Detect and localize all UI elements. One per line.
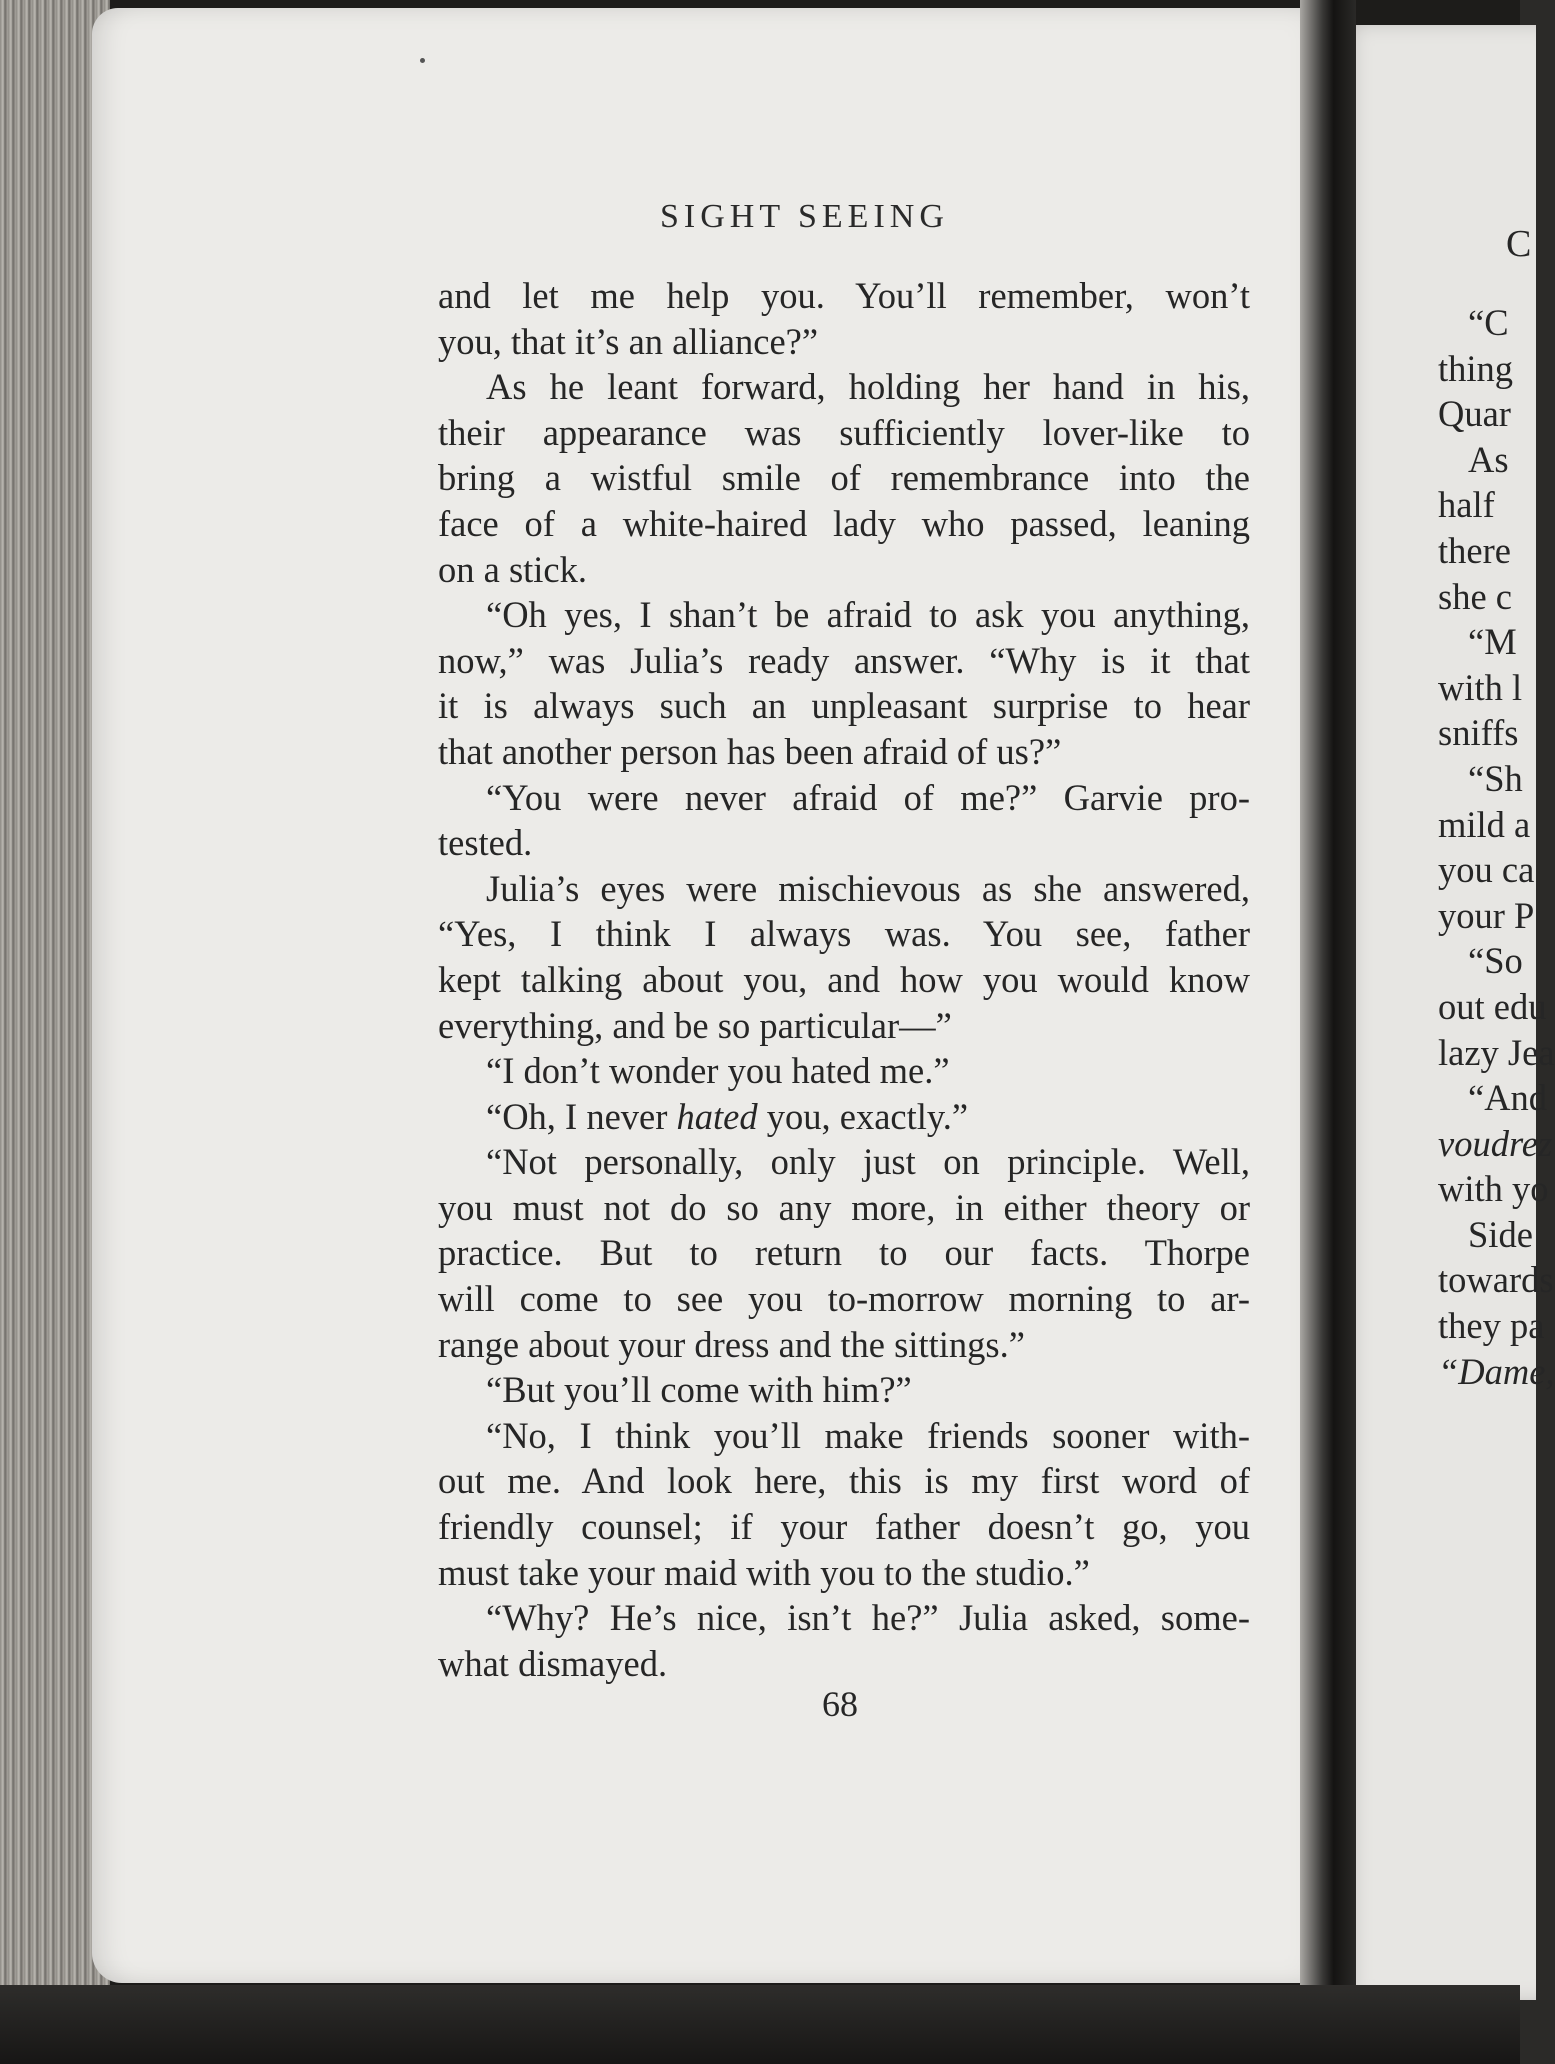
text-line: and let me help you. You’ll remember, won’t	[438, 275, 1250, 316]
text-line: face of a white-haired lady who passed, leaning	[438, 502, 1250, 544]
text-line-italic	[438, 1094, 1250, 1140]
right-fragment: “So	[1468, 940, 1523, 982]
right-fragment: “Sh	[1468, 757, 1523, 799]
right-fragment: she c	[1438, 575, 1512, 617]
text-line: tested.	[438, 822, 533, 864]
text-line: out me. And look here, this is my first word of	[438, 1460, 1250, 1502]
bottom-shadow	[0, 1985, 1520, 2064]
running-head: SIGHT SEEING	[660, 198, 949, 235]
text-segment: “Oh, I never	[486, 1095, 677, 1137]
right-fragment: you ca	[1438, 849, 1535, 891]
text-line: “Oh yes, I shan’t be afraid to ask you anything,	[486, 594, 1250, 636]
text-line: you must not do so any more, in either theory or	[438, 1186, 1250, 1228]
text-line: their appearance was sufficiently lover-like to	[438, 411, 1250, 453]
right-fragment: they pa	[1438, 1305, 1545, 1347]
text-line: everything, and be so particular—”	[438, 1004, 952, 1046]
text-line: “No, I think you’ll make friends sooner with-	[486, 1414, 1250, 1456]
right-fragment: Side	[1468, 1213, 1533, 1255]
text-line: As he leant forward, holding her hand in his,	[486, 366, 1250, 408]
right-fragment: thing	[1438, 347, 1514, 389]
right-fragment: “And	[1468, 1077, 1548, 1119]
right-fragment: out edu	[1438, 985, 1547, 1027]
right-fragment: Quar	[1438, 393, 1511, 435]
text-line: “I don’t wonder you hated me.”	[486, 1050, 950, 1092]
text-line: “You were never afraid of me?” Garvie pro-	[486, 776, 1250, 818]
text-line: “But you’ll come with him?”	[486, 1369, 912, 1411]
right-fragment: voudrez	[1438, 1122, 1553, 1164]
right-fragment: with yo	[1438, 1168, 1549, 1210]
text-line: will come to see you to-morrow morning to ar-	[438, 1278, 1250, 1320]
right-fragment: half	[1438, 484, 1495, 526]
right-page-text	[1438, 300, 1555, 1394]
text-line: friendly counsel; if your father doesn’t go, you	[438, 1506, 1250, 1548]
dust-speck	[420, 58, 425, 63]
right-fragment: towards	[1438, 1259, 1554, 1301]
text-line: practice. But to return to our facts. Thorpe	[438, 1232, 1250, 1274]
text-line: it is always such an unpleasant surprise to hear	[438, 685, 1250, 727]
right-fragment: your P	[1438, 894, 1535, 936]
text-line: “Why? He’s nice, isn’t he?” Julia asked, some-	[486, 1597, 1250, 1639]
right-fragment: there	[1438, 529, 1511, 571]
text-line: Julia’s eyes were mischievous as she answered,	[486, 867, 1250, 909]
text-line: “Not personally, only just on principle. Well,	[486, 1141, 1250, 1183]
right-page-corner-glyph: C	[1506, 223, 1532, 265]
text-line: kept talking about you, and how you would know	[438, 958, 1250, 1000]
right-fragment: sniffs	[1438, 712, 1519, 754]
text-line: what dismayed.	[438, 1642, 668, 1684]
right-fragment: with l	[1438, 666, 1523, 708]
right-fragment: “C	[1468, 302, 1509, 343]
text-line: must take your maid with you to the studio.”	[438, 1551, 1090, 1593]
text-line: “Yes, I think I always was. You see, father	[438, 913, 1250, 955]
right-fragment: “Dame,	[1438, 1350, 1555, 1392]
right-fragment: As	[1468, 438, 1509, 480]
text-line: on a stick.	[438, 548, 588, 590]
italic-word: hated	[676, 1095, 758, 1137]
text-line: that another person has been afraid of us?”	[438, 730, 1062, 772]
text-line: now,” was Julia’s ready answer. “Why is it that	[438, 639, 1250, 681]
text-line: range about your dress and the sittings.”	[438, 1323, 1025, 1365]
text-segment: you, exactly.”	[757, 1095, 969, 1137]
text-line: you, that it’s an alliance?”	[438, 320, 819, 362]
text-line: bring a wistful smile of remembrance into the	[438, 457, 1250, 499]
book-gutter	[1300, 0, 1356, 2064]
right-fragment: lazy Jea	[1438, 1031, 1555, 1073]
body-text	[438, 273, 1250, 1686]
right-fragment: “M	[1468, 621, 1517, 663]
page-number: 68	[822, 1684, 858, 1724]
right-fragment: mild a	[1438, 803, 1531, 845]
